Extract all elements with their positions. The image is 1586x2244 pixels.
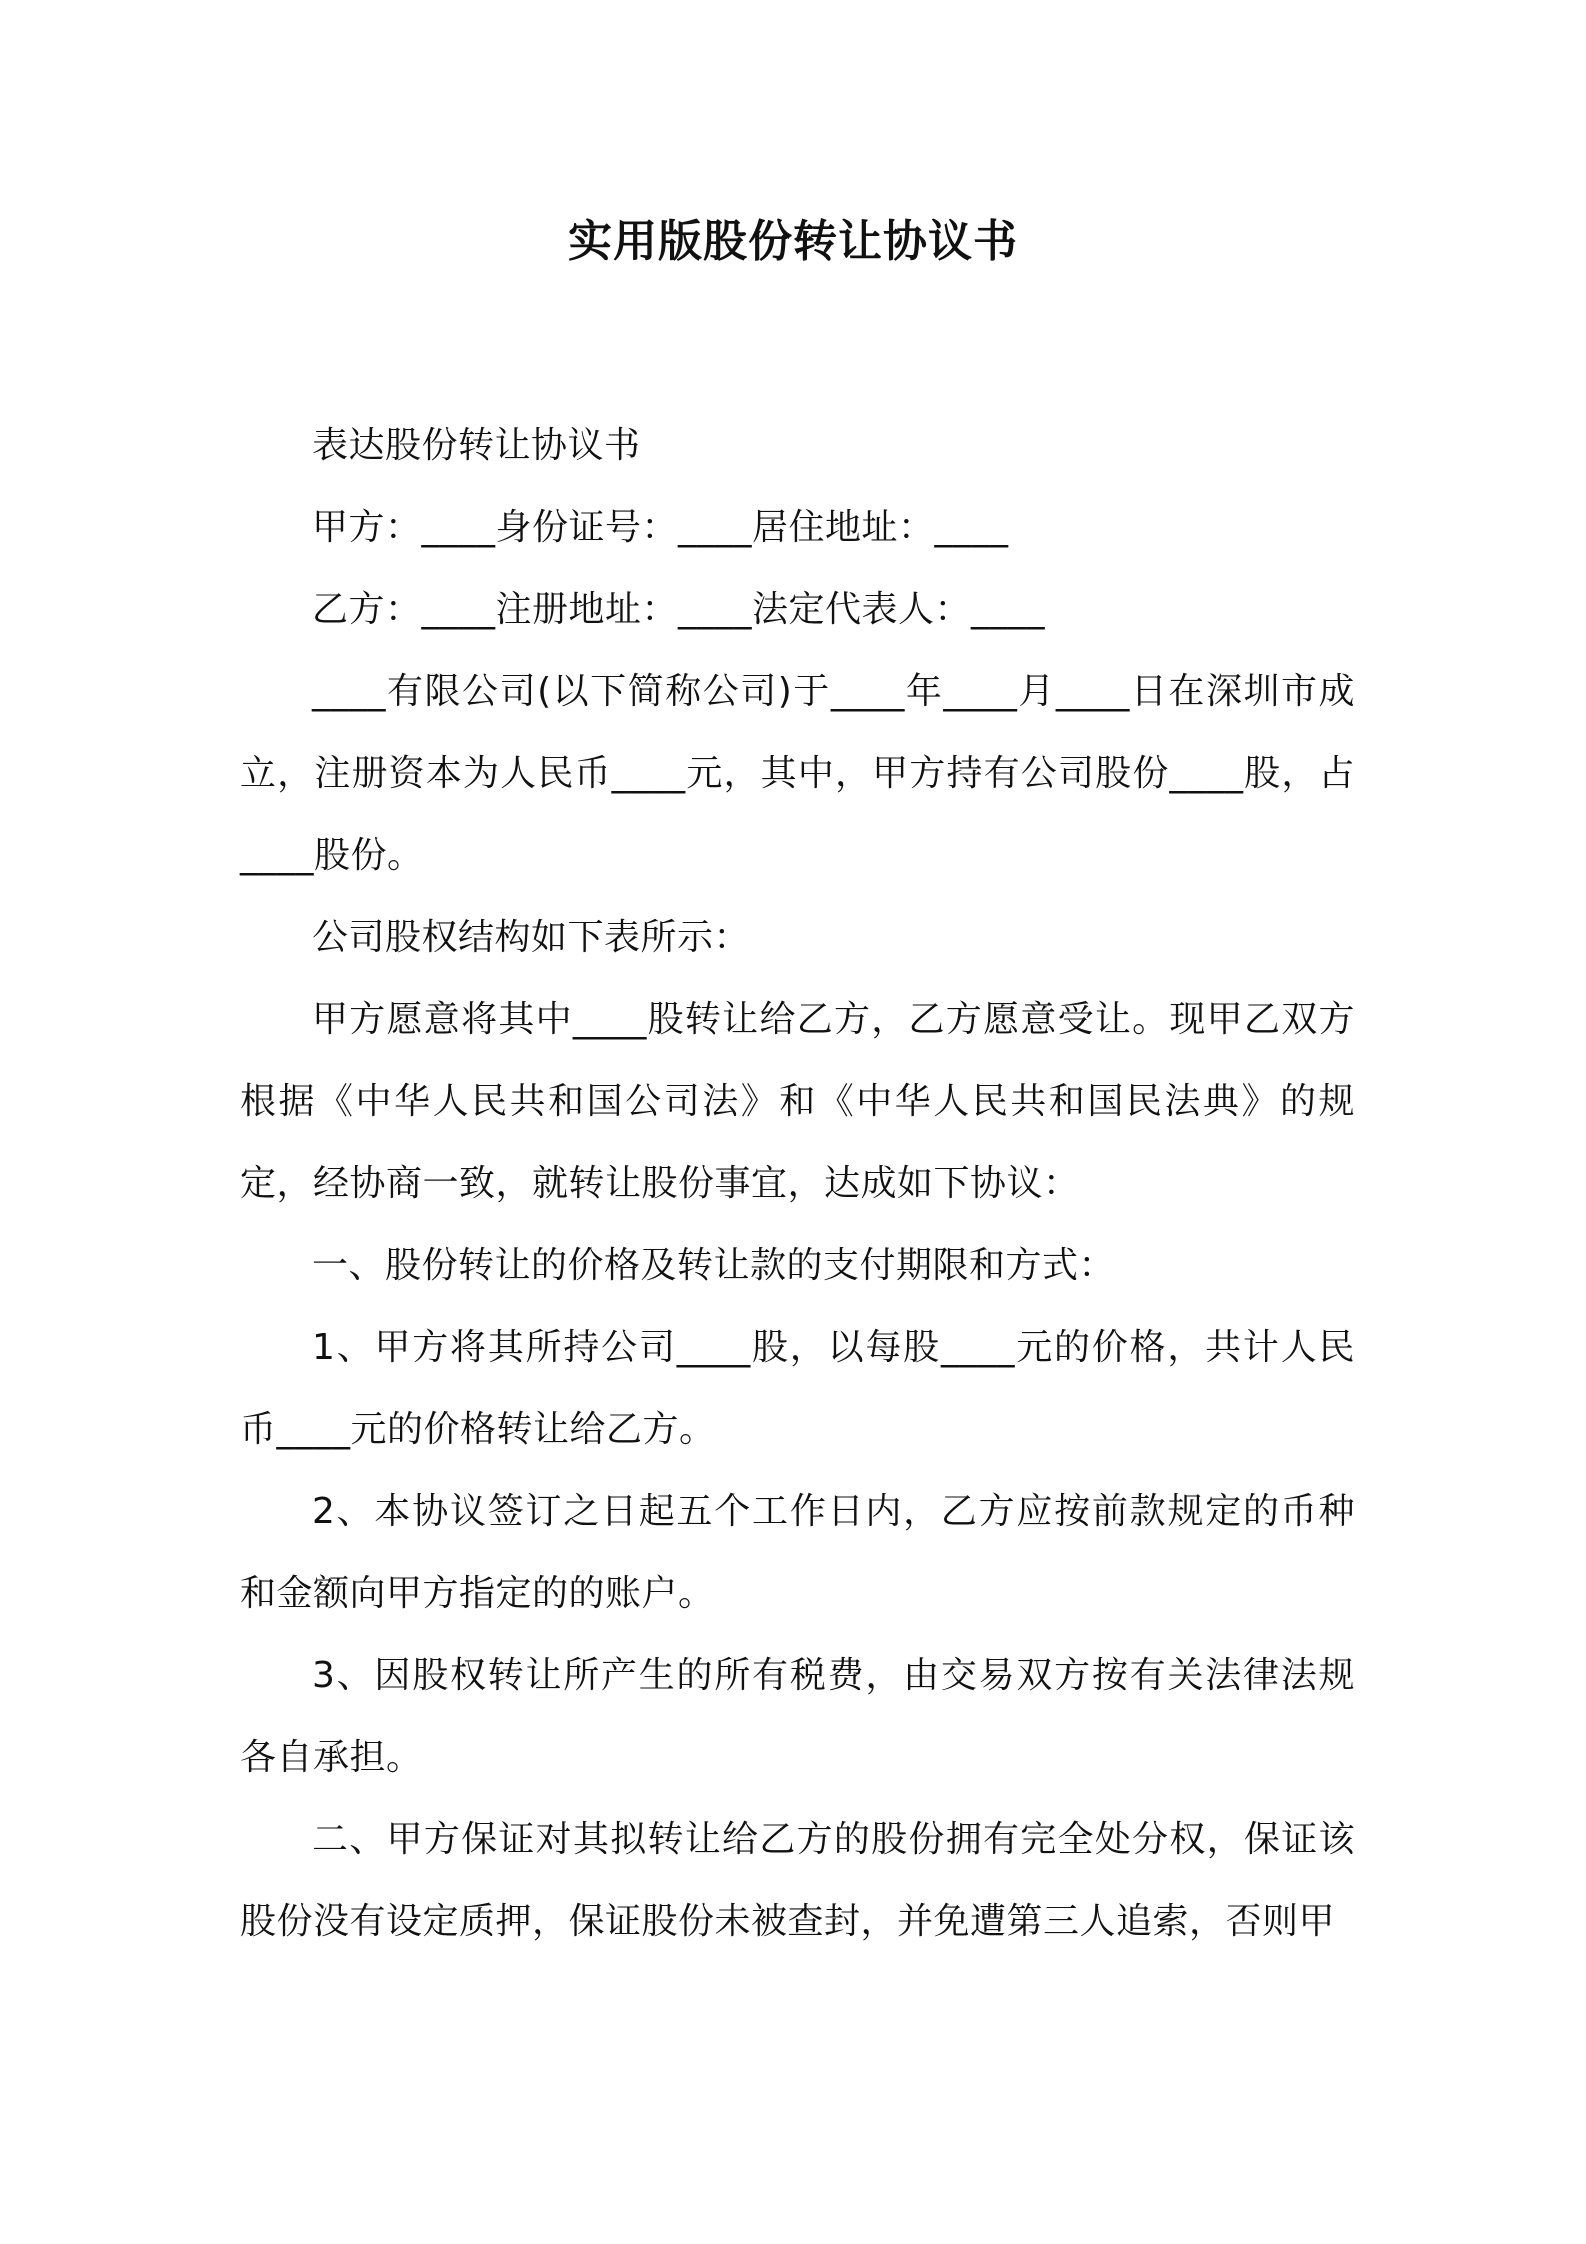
clause-1: 1、甲方将其所持公司____股，以每股____元的价格，共计人民币____元的价格转让给乙方。 xyxy=(240,1327,1355,1450)
doc-subtitle: 表达股份转让协议书 xyxy=(312,425,641,466)
transfer-intent-paragraph: 甲方愿意将其中____股转让给乙方，乙方愿意受让。现甲乙双方根据《中华人民共和国公司法》和《中华人民共和国民法典》的规定，经协商一致，就转让股份事宜，达成如下协议： xyxy=(240,999,1355,1204)
section-one-heading: 一、股份转让的价格及转让款的支付期限和方式： xyxy=(312,1245,1116,1286)
document-body xyxy=(240,405,1355,1963)
equity-structure-paragraph: 公司股权结构如下表所示： xyxy=(312,917,751,958)
clause-2: 2、本协议签订之日起五个工作日内，乙方应按前款规定的币种和金额向甲方指定的的账户。 xyxy=(240,1491,1355,1614)
document-title: 实用版股份转让协议书 xyxy=(568,216,1018,267)
party-b-line: 乙方：____注册地址：____法定代表人：____ xyxy=(312,589,1046,630)
company-info-paragraph: ____有限公司(以下简称公司)于____年____月____日在深圳市成立，注册资本为人民币____元，其中，甲方持有公司股份____股，占____股份。 xyxy=(240,671,1355,876)
clause-3: 3、因股权转让所产生的所有税费，由交易双方按有关法律法规各自承担。 xyxy=(240,1655,1355,1778)
party-a-line: 甲方：____身份证号：____居住地址：____ xyxy=(312,507,1009,548)
section-two-paragraph: 二、甲方保证对其拟转让给乙方的股份拥有完全处分权，保证该股份没有设定质押，保证股份未被查封，并免遭第三人追索，否则甲 xyxy=(240,1819,1355,1942)
